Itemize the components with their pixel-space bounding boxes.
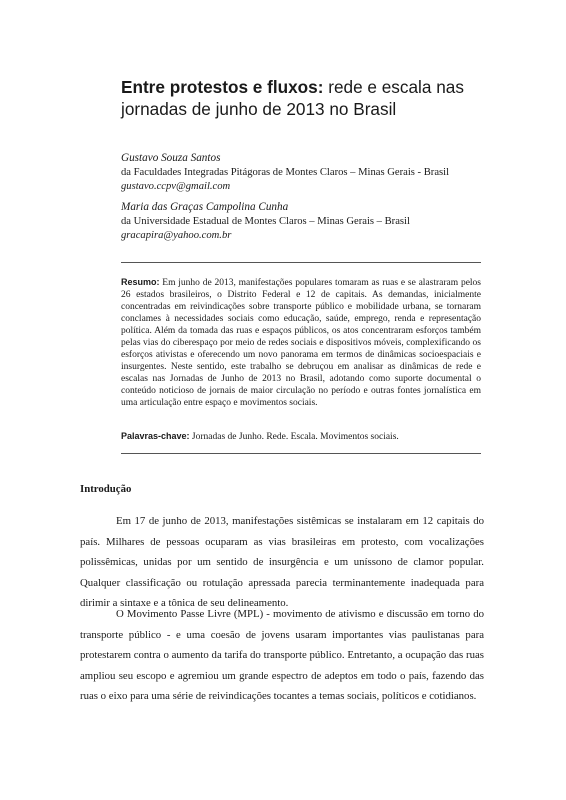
divider-bottom (121, 453, 481, 454)
abstract (121, 276, 481, 410)
author-block (121, 200, 521, 244)
author-email: gustavo.ccpv@gmail.com (121, 181, 231, 192)
author-email: gracapira@yahoo.com.br (121, 230, 232, 241)
keywords (121, 430, 481, 443)
abstract-label: Resumo: (121, 277, 160, 287)
author-name: Gustavo Souza Santos (121, 152, 221, 164)
author-name: Maria das Graças Campolina Cunha (121, 201, 289, 213)
divider-top (121, 262, 481, 263)
body-paragraph: Em 17 de junho de 2013, manifestações sistêmicas se instalaram em 12 capitais do país. Milhares de pessoas ocuparam as vias brasileiras em protesto, com vocalizações polissêmicas, unidas por um sentido de insurgência e um uníssono de clamor popular. Qualquer classificação ou rotulação apressada parecia terminantemente inadequada para dirimir a sintaxe e a tônica de seu delineamento. (80, 515, 484, 609)
section-heading-introduction: Introdução (80, 483, 132, 495)
keywords-label: Palavras-chave: (121, 431, 190, 441)
body-paragraph-container (80, 604, 484, 707)
body-paragraph: O Movimento Passe Livre (MPL) - movimento de ativismo e discussão em torno do transporte público - e uma coesão de jovens usaram importantes vias paulistanas para protestarem contra o aumento da tarifa do transporte público. Entretanto, a ocupação das ruas ampliou seu escopo e agremiou um grande espectro de adeptos em todo o país, fazendo das ruas o eixo para uma série de reivindicações tocantes a temas sociais, políticos e cotidianos. (80, 608, 484, 702)
body-paragraph-container (80, 511, 484, 614)
keywords-text: Jornadas de Junho. Rede. Escala. Movimentos sociais. (189, 432, 399, 442)
author-affiliation: da Faculdades Integradas Pitágoras de Montes Claros – Minas Gerais - Brasil (121, 166, 450, 178)
title-rest: rede e escala nas jornadas de junho de 2013 no Brasil (121, 77, 464, 119)
author-affiliation: da Universidade Estadual de Montes Claros – Minas Gerais – Brasil (121, 215, 410, 227)
paper-title (121, 76, 501, 120)
abstract-text: Em junho de 2013, manifestações populares tomaram as ruas e se alastraram pelos 26 estados brasileiros, o Distrito Federal e 12 de capitais. As demandas, inicialmente concentradas em reivindicações sobre transporte público e mobilidade urbana, se tornaram conclames à necessidades sociais como educação, saúde, emprego, renda e representação política. Além da tomada das ruas e espaços públicos, os atos concentraram esforços também pelas vias do ciberespaço por meio de redes sociais e dispositivos móveis, complexificando os esforços ativistas e oferecendo um novo panorama em termos de dinâmicas socioespaciais e insurgentes. Neste sentido, este trabalho se debruçou em analisar as dinâmicas de rede e escalas nas Jornadas de Junho de 2013 no Brasil, adotando como suporte documental o conteúdo noticioso de jornais de maior circulação no período e outras fontes jornalística em uma articulação entre espaço e movimentos sociais. (121, 278, 481, 409)
title-bold-part: Entre protestos e fluxos: (121, 77, 324, 97)
author-block (121, 151, 521, 195)
